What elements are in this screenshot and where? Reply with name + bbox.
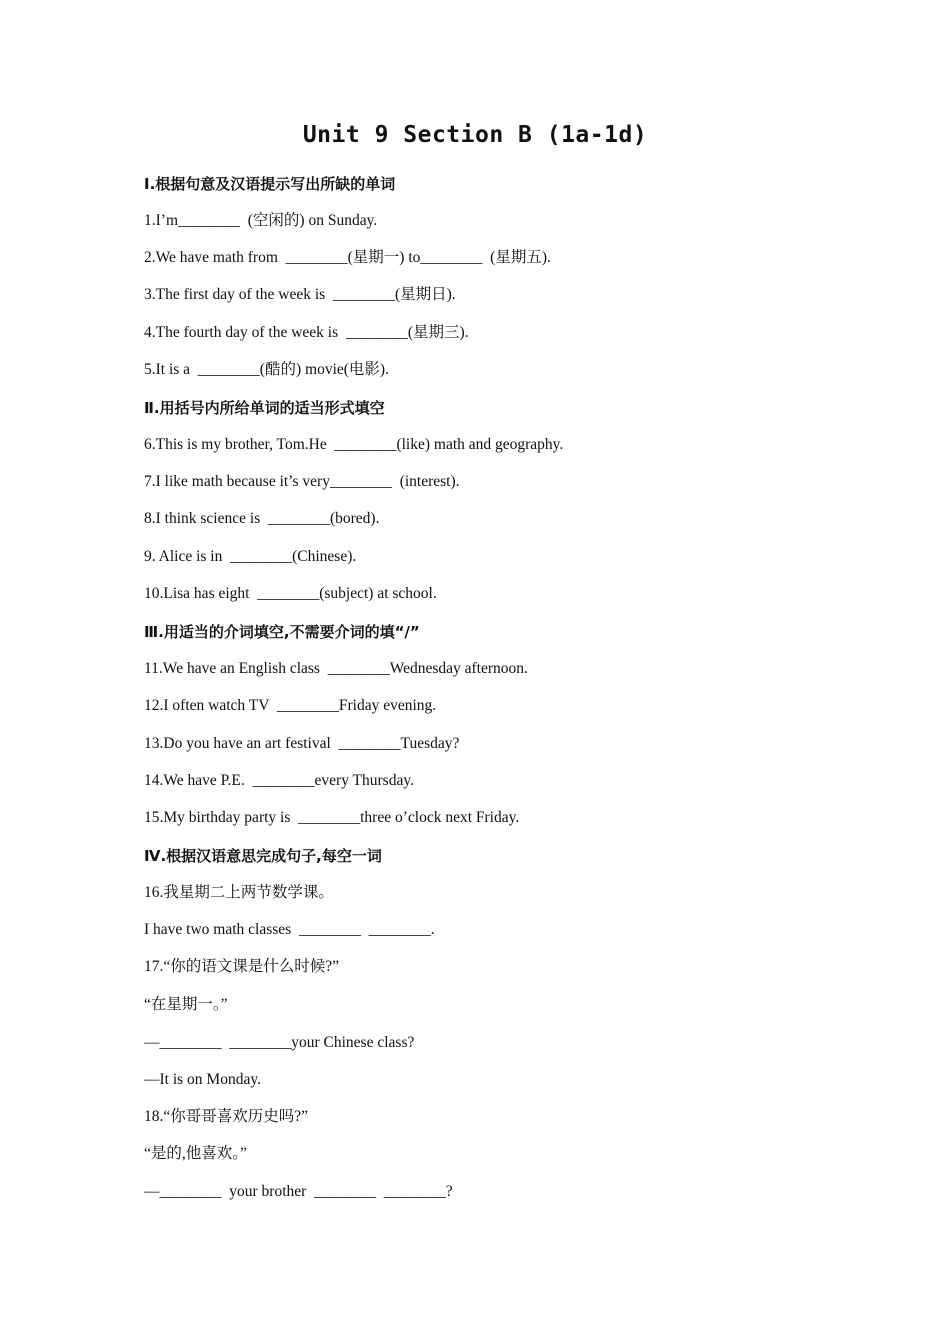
question-9: 9. Alice is in ________(Chinese). (144, 548, 357, 565)
question-12: 12.I often watch TV ________Friday evening. (144, 697, 437, 714)
question-7: 7.I like math because it’s very________ (interest). (144, 473, 460, 490)
question-18-reply-cn: “是的,他喜欢。” (144, 1145, 247, 1162)
question-18-prompt: 18.“你哥哥喜欢历史吗?” (144, 1108, 309, 1125)
question-4: 4.The fourth day of the week is ________(星期三). (144, 324, 469, 341)
question-16-sentence: I have two math classes ________ ________. (144, 921, 435, 938)
section-heading-4: Ⅳ.根据汉语意思完成句子,每空一词 (144, 847, 382, 865)
question-17-prompt: 17.“你的语文课是什么时候?” (144, 958, 340, 975)
section-heading-2: Ⅱ.用括号内所给单词的适当形式填空 (144, 399, 385, 417)
question-17-answer: —It is on Monday. (144, 1071, 261, 1088)
question-2: 2.We have math from ________(星期一) to________ (星期五). (144, 249, 551, 266)
question-1: 1.I’m________ (空闲的) on Sunday. (144, 212, 378, 229)
question-18-sentence: —________ your brother ________ ________? (144, 1183, 453, 1200)
question-13: 13.Do you have an art festival ________Tuesday? (144, 735, 460, 752)
section-heading-1: Ⅰ.根据句意及汉语提示写出所缺的单词 (144, 175, 396, 193)
question-6: 6.This is my brother, Tom.He ________(like) math and geography. (144, 436, 564, 453)
section-heading-3: Ⅲ.用适当的介词填空,不需要介词的填“/” (144, 623, 420, 641)
page-title: Unit 9 Section B (1a-1d) (302, 122, 648, 148)
question-11: 11.We have an English class ________Wednesday afternoon. (144, 660, 528, 677)
question-10: 10.Lisa has eight ________(subject) at school. (144, 585, 437, 602)
question-16-prompt: 16.我星期二上两节数学课。 (144, 884, 334, 901)
question-17-reply-cn: “在星期一。” (144, 996, 228, 1013)
question-14: 14.We have P.E. ________every Thursday. (144, 772, 414, 789)
question-17-sentence: —________ ________your Chinese class? (144, 1034, 415, 1051)
question-8: 8.I think science is ________(bored). (144, 510, 380, 527)
question-15: 15.My birthday party is ________three o’clock next Friday. (144, 809, 520, 826)
question-3: 3.The first day of the week is ________(星期日). (144, 286, 456, 303)
question-5: 5.It is a ________(酷的) movie(电影). (144, 361, 389, 378)
